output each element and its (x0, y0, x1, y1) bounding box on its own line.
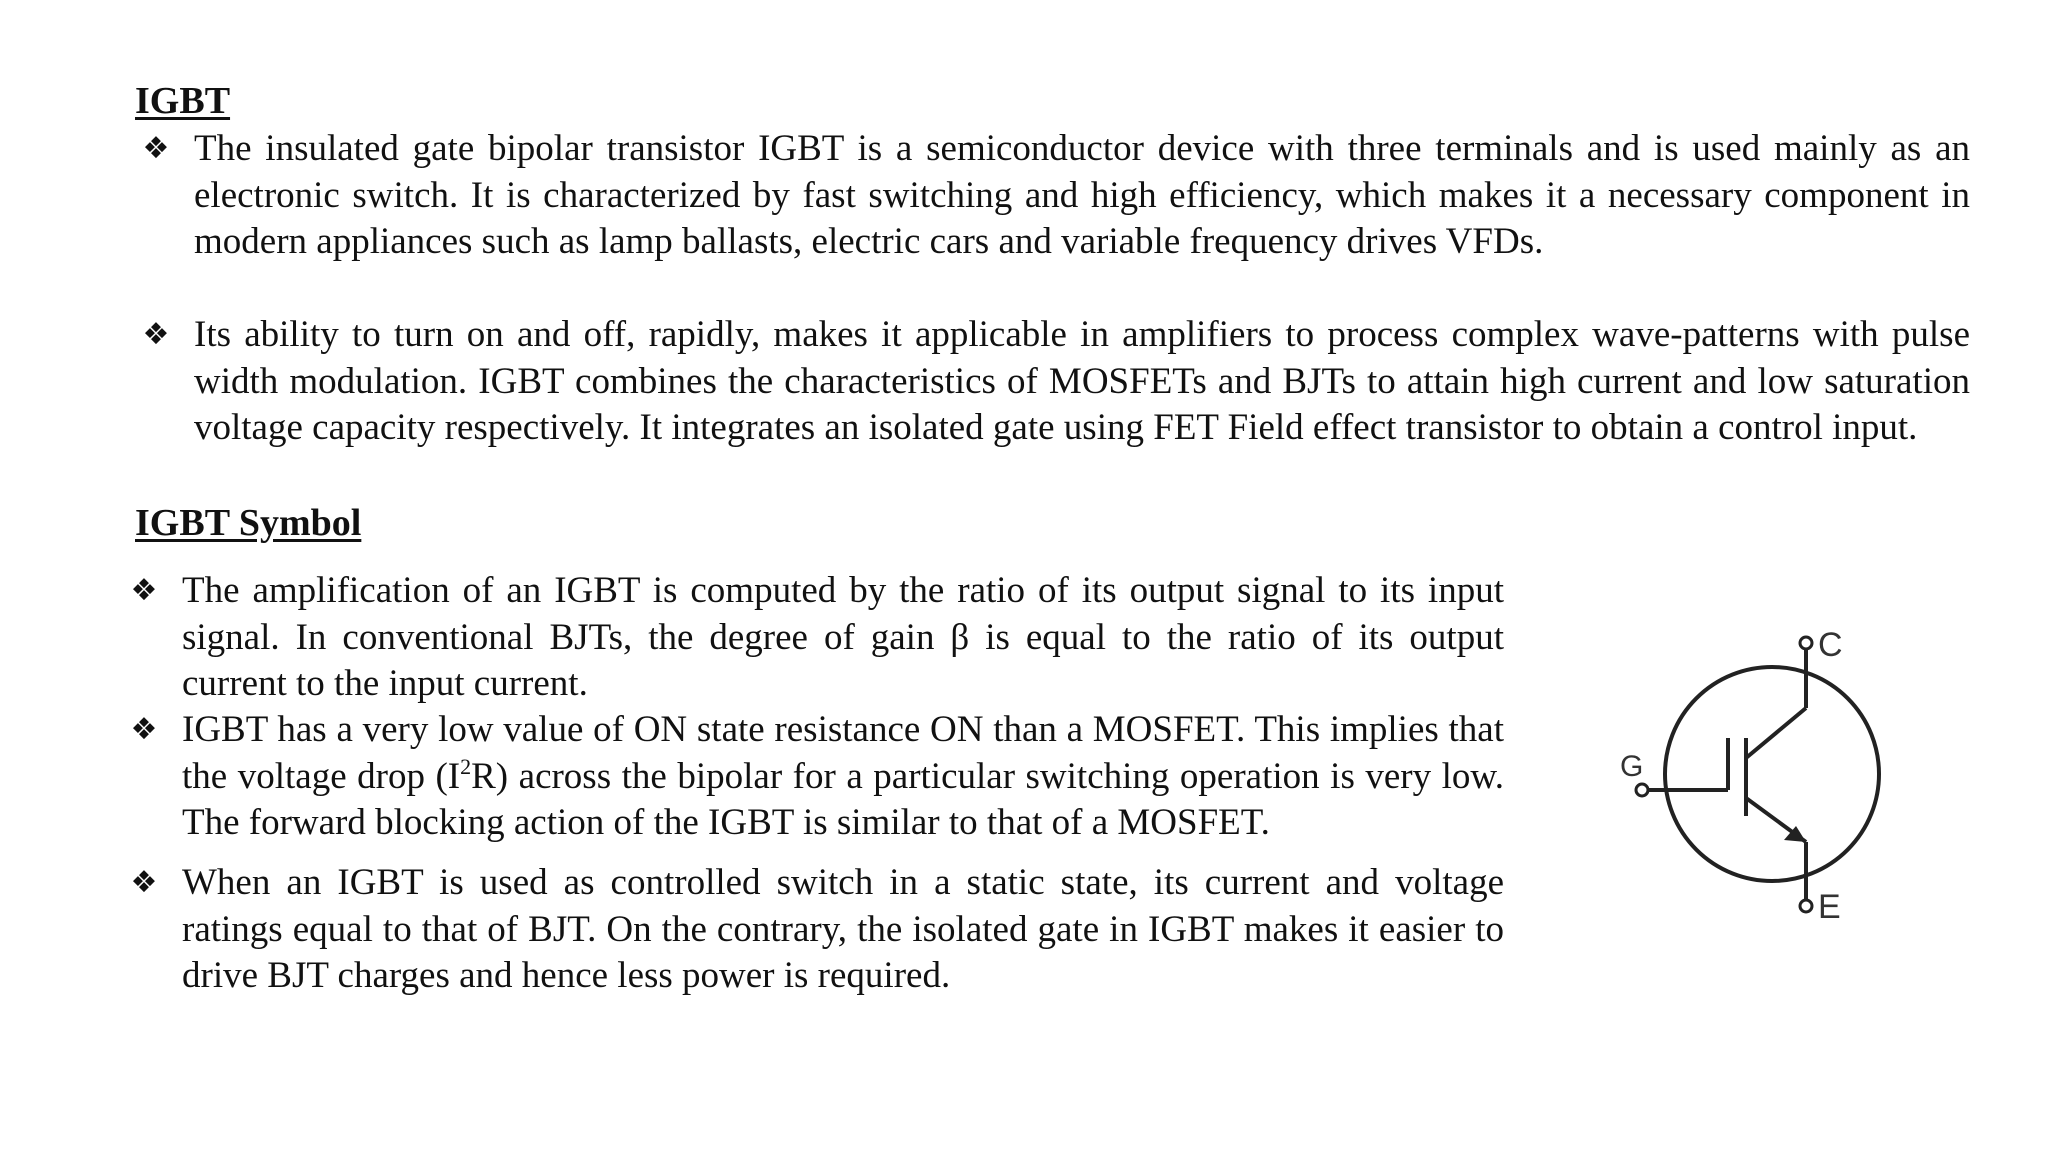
bullet-text-part: R) across the bipolar for a particular switching operation is very low. The forward blocking action of the IGBT is similar to that of a MOSFET. (182, 755, 1504, 843)
igbt-symbol-diagram (1600, 610, 1900, 940)
collector-diagonal (1746, 708, 1806, 758)
bullet-text-part: IGBT has a very low value of ON state resistance ON than a MOSFET. This implies that the voltage drop (I (182, 709, 1504, 797)
collector-terminal (1800, 637, 1812, 649)
bullet-text: The amplification of an IGBT is computed by the ratio of its output signal to its input signal. In conventional BJTs, the degree of gain β is equal to the ratio of its output current to the input current. (182, 570, 1504, 704)
bullet-igbt-on-resistance (130, 707, 1504, 847)
heading-igbt: IGBT (135, 80, 231, 122)
emitter-terminal (1800, 900, 1812, 912)
bullet-text: When an IGBT is used as controlled switch in a static state, its current and voltage ratings equal to that of BJT. On the contrary, the isolated gate in IGBT makes it easier to drive BJT charges and hence less power is required. (182, 862, 1504, 996)
gate-label: G (1620, 750, 1644, 783)
bullet-diamond-icon: ❖ (142, 131, 170, 166)
bullet-igbt-switching (142, 312, 1970, 452)
bullet-igbt-amplification (130, 568, 1504, 708)
bullet-diamond-icon: ❖ (142, 317, 170, 352)
bullet-diamond-icon: ❖ (130, 573, 158, 608)
bullet-text: Its ability to turn on and off, rapidly, makes it applicable in amplifiers to process complex wave-patterns with pulse width modulation. IGBT combines the characteristics of MOSFETs and BJTs to attain high current and low saturation voltage capacity respectively. It integrates an isolated gate using FET Field effect transistor to obtain a control input. (194, 314, 1970, 448)
gate-terminal (1636, 784, 1648, 796)
collector-label: C (1818, 626, 1843, 664)
superscript-two: 2 (460, 753, 472, 779)
heading-igbt-symbol: IGBT Symbol (135, 502, 362, 544)
bullet-text: The insulated gate bipolar transistor IGBT is a semiconductor device with three terminals and is used mainly as an electronic switch. It is characterized by fast switching and high efficiency, which makes it a necessary component in modern appliances such as lamp ballasts, electric cars and variable frequency drives VFDs. (194, 128, 1970, 262)
emitter-label: E (1818, 888, 1841, 926)
bullet-diamond-icon: ❖ (130, 865, 158, 900)
bullet-igbt-controlled-switch (130, 860, 1504, 1000)
bullet-text (182, 707, 1504, 847)
bullet-diamond-icon: ❖ (130, 712, 158, 747)
bullet-igbt-definition (142, 126, 1970, 266)
symbol-outer-circle (1665, 667, 1879, 881)
